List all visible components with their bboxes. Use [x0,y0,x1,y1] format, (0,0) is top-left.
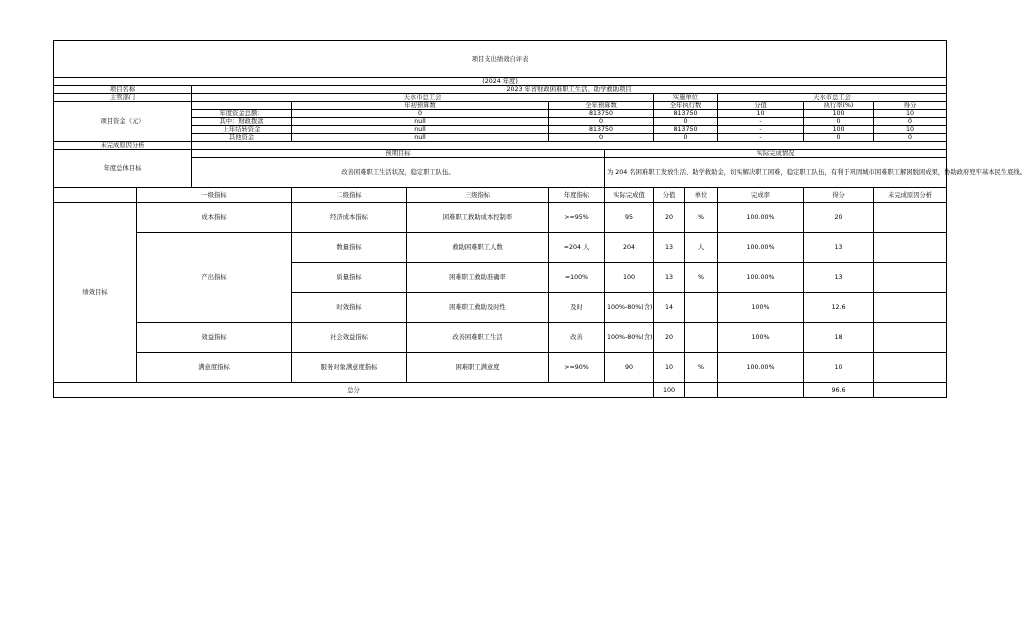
dept-label: 主管部门 [54,94,192,102]
total-reason [874,383,947,398]
actual-value: 100 [605,263,654,293]
dept-value: 天水市总工会 [192,94,654,102]
funds-cell: null [292,134,549,142]
score: 18 [804,323,874,353]
annual-target: >=90% [549,353,605,383]
impl-unit-label: 实施单位 [654,94,718,102]
unfinished-reason [874,233,947,263]
funds-cell: 0 [874,118,947,126]
total-rate [718,383,804,398]
indicator-row [54,203,947,233]
level3-indicator: 困难职工救助及时性 [407,293,549,323]
unfinished-reason [874,263,947,293]
score: 10 [804,353,874,383]
level3-indicator: 困难职工救助准确率 [407,263,549,293]
unfinished-reason [874,323,947,353]
score: 13 [804,233,874,263]
level2-indicator: 时效指标 [292,293,407,323]
funds-row-name: 其中：财政拨款 [192,118,292,126]
funds-cell: 100 [804,126,874,134]
funds-cell: - [718,118,804,126]
indicator-row [54,353,947,383]
performance-goal-label: 绩效目标 [54,203,137,383]
funds-cell: null [292,118,549,126]
score-value: 14 [654,293,685,323]
funds-cell: 0 [874,134,947,142]
funds-header-blank [192,102,292,110]
actual-value: 95 [605,203,654,233]
level3-indicator: 困难职工救助成本控制率 [407,203,549,233]
unfinished-reason [874,353,947,383]
completion-rate: 100% [718,323,804,353]
unfinished-row [54,142,947,150]
level3-indicator: 困难职工满意度 [407,353,549,383]
funds-cell: 0 [549,134,654,142]
unfinished-reason [874,293,947,323]
annual-goal-label: 年度总体目标 [54,150,192,188]
funds-label: 项目资金（元） [54,102,192,142]
funds-cell: 10 [874,126,947,134]
funds-cell: 10 [718,110,804,118]
dept-row [54,94,947,102]
unit: % [685,263,718,293]
actual-value: 100%-80%(含) [605,323,654,353]
funds-header-points: 分值 [718,102,804,110]
unit: % [685,353,718,383]
evaluation-table [53,40,1026,398]
annual-target: =100% [549,263,605,293]
level2-indicator: 质量指标 [292,263,407,293]
goal-header-row [54,150,947,158]
total-unit [685,383,718,398]
funds-cell: 0 [654,134,718,142]
score-value: 20 [654,203,685,233]
indicator-header-row [54,188,947,203]
project-name-label: 项目名称 [54,86,192,94]
funds-cell: 100 [804,110,874,118]
indicator-header: 年度指标 [549,188,605,203]
score-value: 13 [654,233,685,263]
funds-cell: 10 [874,110,947,118]
year-label: (2024 年度) [54,78,947,86]
total-label: 总分 [54,383,654,398]
unfinished-value [192,142,947,150]
actual-value: 204 [605,233,654,263]
funds-cell: 813750 [549,110,654,118]
funds-cell: 0 [804,134,874,142]
funds-cell: 0 [654,118,718,126]
level3-indicator: 救助困难职工人数 [407,233,549,263]
score: 12.6 [804,293,874,323]
score-value: 20 [654,323,685,353]
unfinished-label: 未完成原因分析 [54,142,192,150]
expected-goal-text: 改善困难职工生活状况，稳定职工队伍。 [192,158,605,188]
total-score: 96.6 [804,383,874,398]
funds-header-initial: 年初预算数 [292,102,549,110]
indicator-header: 分值 [654,188,685,203]
indicator-row [54,233,947,263]
impl-unit-value: 天水市总工会 [718,94,947,102]
funds-cell: 813750 [549,126,654,134]
funds-row-name: 年度资金总额： [192,110,292,118]
indicator-header: 实际完成值 [605,188,654,203]
score-value: 10 [654,353,685,383]
score: 13 [804,263,874,293]
annual-target: =204 人 [549,233,605,263]
indicator-header: 一级指标 [137,188,292,203]
level1-indicator: 产出指标 [137,233,292,323]
level1-indicator: 成本指标 [137,203,292,233]
score: 20 [804,203,874,233]
funds-header-rate: 执行率(%) [804,102,874,110]
score-value: 13 [654,263,685,293]
funds-header-annual: 全年预算数 [549,102,654,110]
level2-indicator: 数量指标 [292,233,407,263]
page-title: 项目支出绩效自评表 [54,41,947,78]
actual-goal-text: 为 204 名困难职工发放生活、助学救助金，切实解决职工困难，稳定职工队伍，有利于巩固城市困难职工解困脱困成果，协助政府兜牢基本民生底线。 [605,158,947,188]
completion-rate: 100% [718,293,804,323]
indicator-header: 未完成原因分析 [874,188,947,203]
project-name-value: 2023 年省财政困难职工生活、助学救助项目 [192,86,947,94]
unit: 人 [685,233,718,263]
unit [685,293,718,323]
funds-cell: - [718,126,804,134]
total-row [54,383,947,398]
total-score-value: 100 [654,383,685,398]
actual-value: 100%-80%(含) [605,293,654,323]
indicator-row [54,323,947,353]
level2-indicator: 服务对象满意度指标 [292,353,407,383]
funds-row-name: 上年结转资金 [192,126,292,134]
completion-rate: 100.00% [718,203,804,233]
indicator-header: 完成率 [718,188,804,203]
self-evaluation-sheet [53,40,1026,422]
indicator-header: 三级指标 [407,188,549,203]
funds-cell: 0 [804,118,874,126]
funds-cell: 813750 [654,110,718,118]
indicator-header: 单位 [685,188,718,203]
level1-indicator: 满意度指标 [137,353,292,383]
funds-header-score: 得分 [874,102,947,110]
level2-indicator: 社会效益指标 [292,323,407,353]
annual-target: 及时 [549,293,605,323]
indicator-header: 得分 [804,188,874,203]
unit [685,323,718,353]
unit: % [685,203,718,233]
level1-indicator: 效益指标 [137,323,292,353]
expected-goal-label: 预期目标 [192,150,605,158]
funds-cell: 813750 [654,126,718,134]
completion-rate: 100.00% [718,263,804,293]
unfinished-reason [874,203,947,233]
completion-rate: 100.00% [718,233,804,263]
completion-rate: 100.00% [718,353,804,383]
actual-goal-label: 实际完成情况 [605,150,947,158]
funds-cell: 0 [549,118,654,126]
level2-indicator: 经济成本指标 [292,203,407,233]
funds-cell: 0 [292,110,549,118]
indicator-header: 二级指标 [292,188,407,203]
funds-cell: - [718,134,804,142]
indicator-header-blank [54,188,137,203]
actual-value: 90 [605,353,654,383]
funds-header-executed: 全年执行数 [654,102,718,110]
funds-row-name: 其他资金 [192,134,292,142]
annual-target: 改善 [549,323,605,353]
funds-header-row [54,102,947,110]
level3-indicator: 改善困难职工生活 [407,323,549,353]
project-name-row [54,86,947,94]
annual-target: >=95% [549,203,605,233]
funds-cell: null [292,126,549,134]
